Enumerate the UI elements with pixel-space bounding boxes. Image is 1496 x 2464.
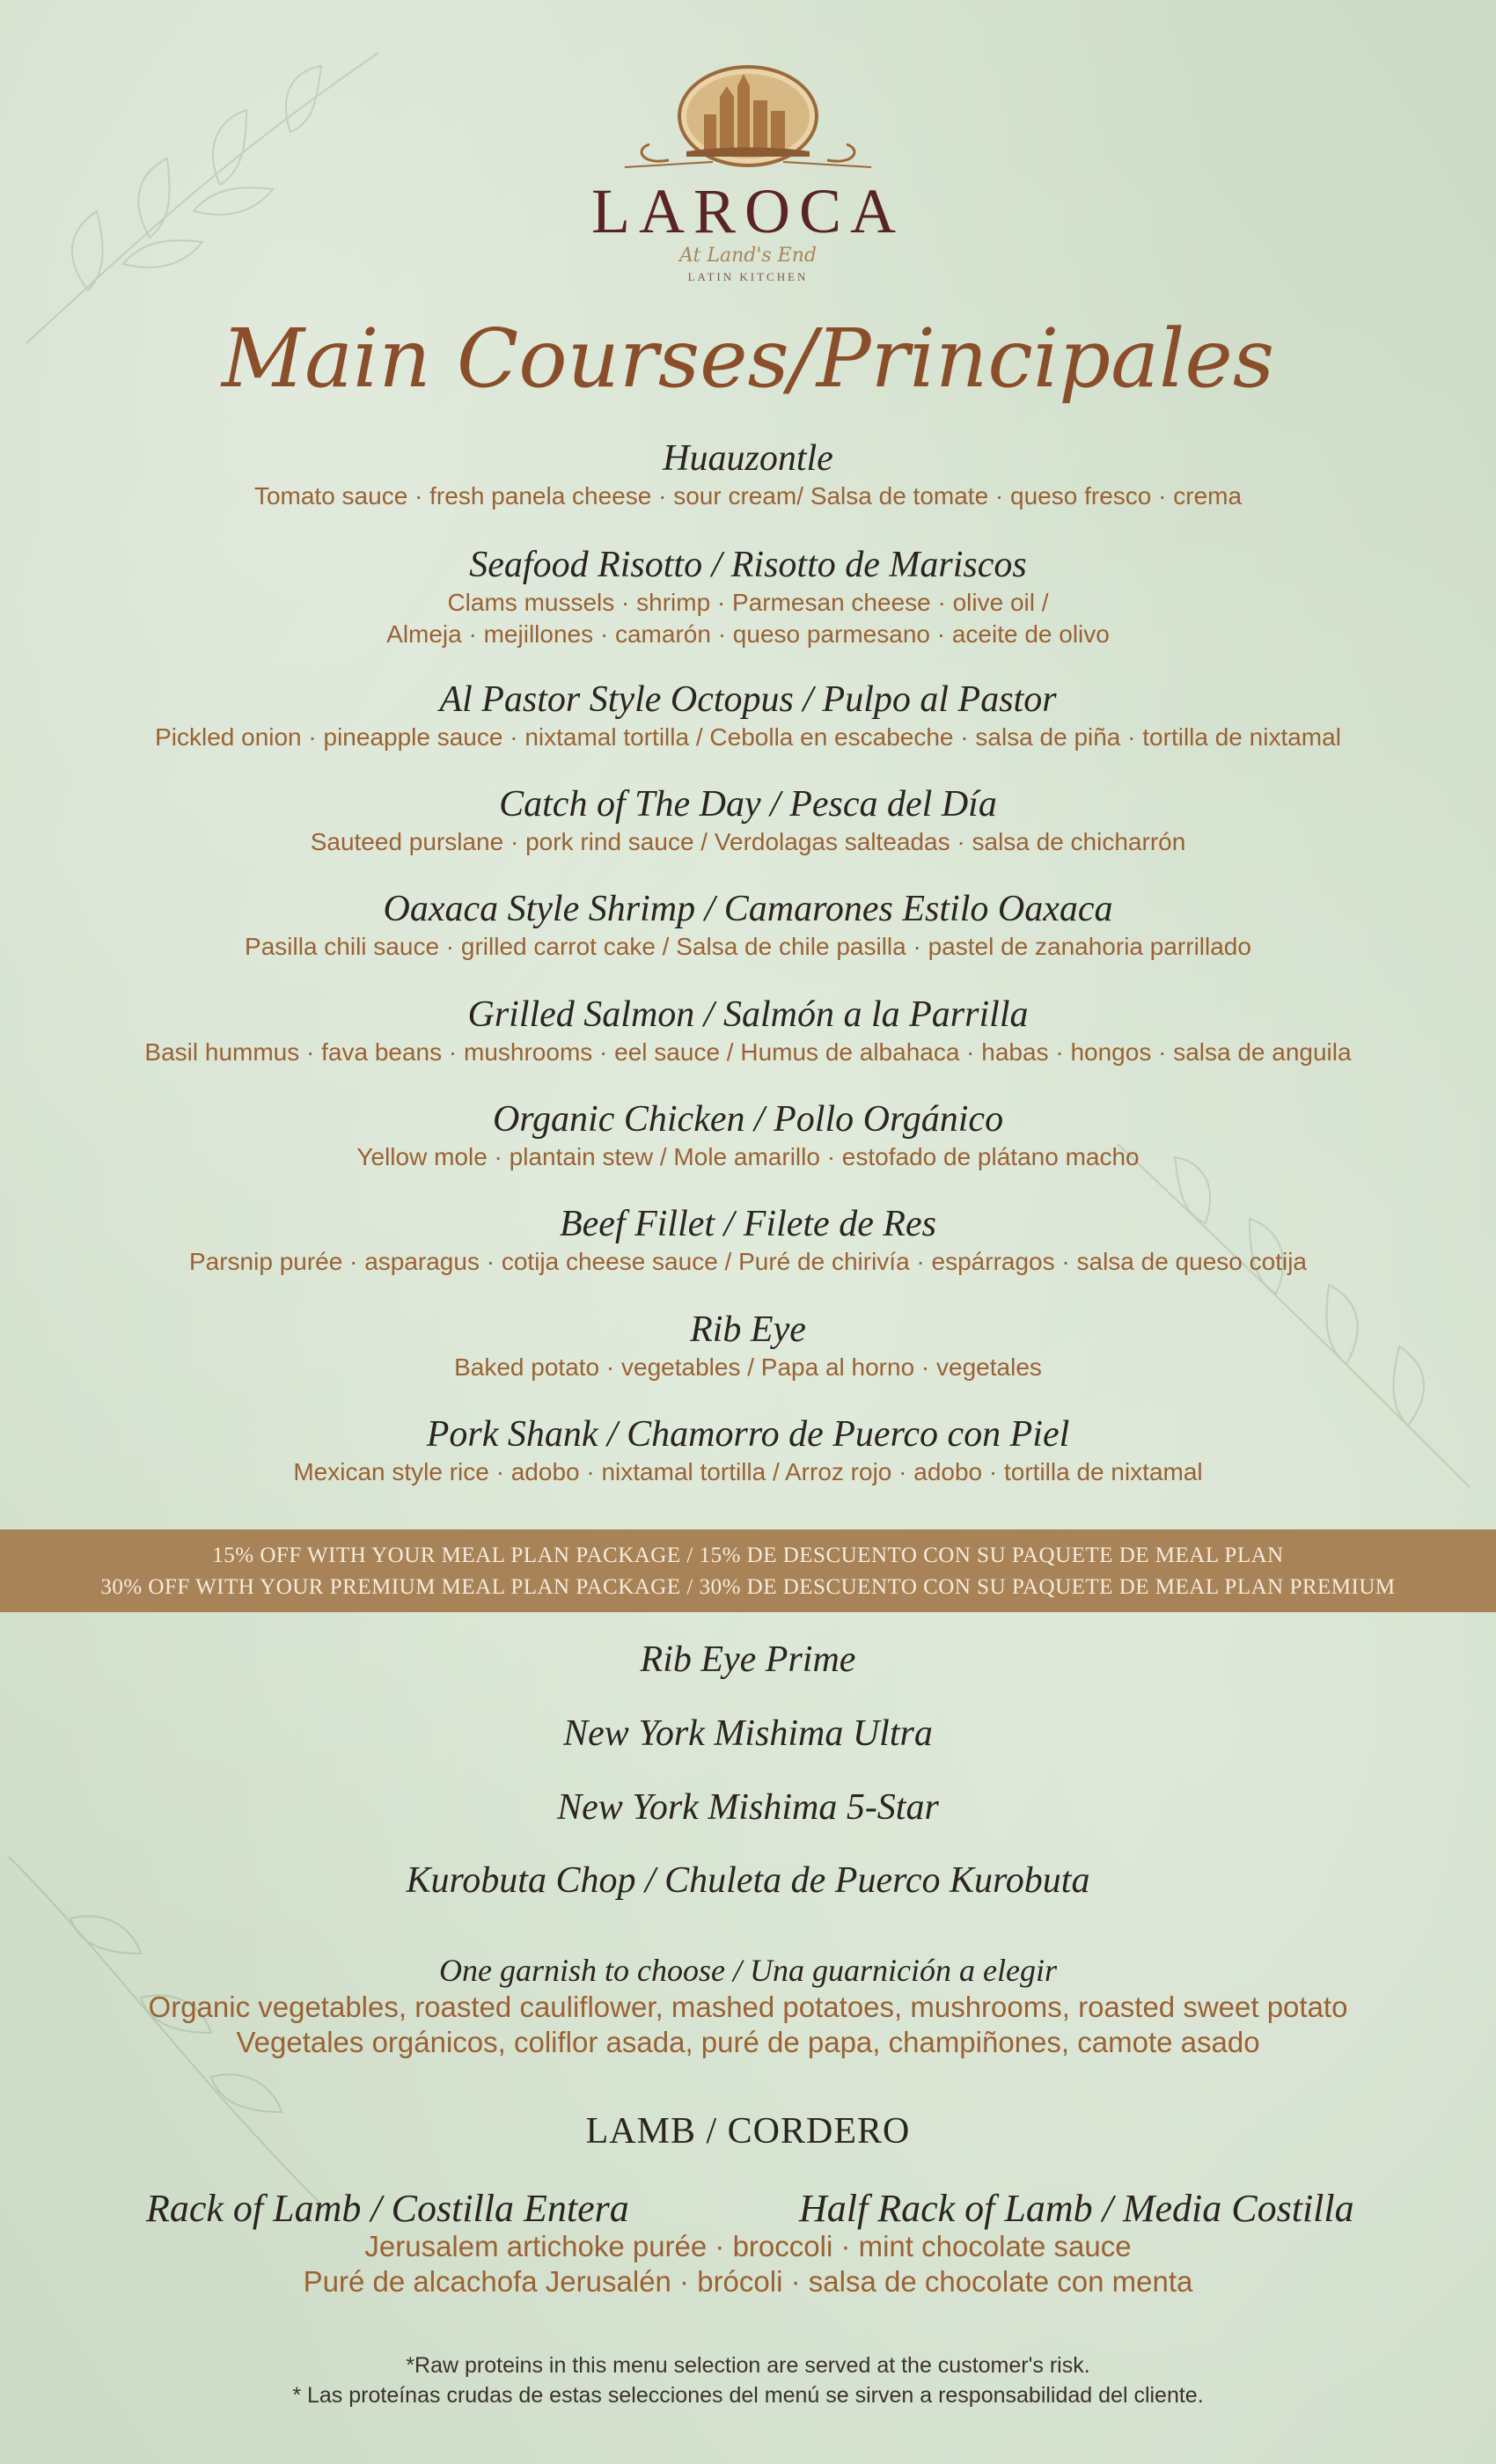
lamb-description-es: Puré de alcachofa Jerusalén · brócoli · salsa de chocolate con menta [303,2265,1193,2298]
dish-description: Mexican style rice · adobo · nixtamal tortilla / Arroz rojo · adobo · tortilla de nixtamal [293,1458,1203,1485]
lamb-half-rack: Half Rack of Lamb / Media Costilla [799,2187,1354,2230]
dish-item [0,543,1496,650]
premium-cut: New York Mishima Ultra [563,1713,933,1754]
dish-description: Tomato sauce · fresh panela cheese · sour cream/ Salsa de tomate · queso fresco · crema [253,482,1243,510]
premium-cut: New York Mishima 5-Star [557,1787,939,1828]
dish-name: Oaxaca Style Shrimp / Camarones Estilo Oaxaca [383,889,1113,929]
discount-line: 30% OFF WITH YOUR PREMIUM MEAL PLAN PACKAGE / 30% DE DESCUENTO CON SU PAQUETE DE MEAL PLAN PREMIUM [100,1575,1396,1599]
dish-item [0,887,1496,963]
dish-name: Catch of The Day / Pesca del Día [499,784,997,825]
dish-description: Yellow mole · plantain stew / Mole amarillo · estofado de plátano macho [356,1143,1140,1170]
dish-item [0,678,1496,753]
dish-description: Pasilla chili sauce · grilled carrot cake / Salsa de chile pasilla · pastel de zanahoria parrillado [245,933,1251,960]
dish-description: Pickled onion · pineapple sauce · nixtamal tortilla / Cebolla en escabeche · salsa de piña · tortilla de nixtamal [155,723,1341,751]
dish-name: Beef Fillet / Filete de Res [560,1204,936,1244]
page-title: Main Courses/Principales [221,312,1275,406]
castle-emblem-icon [607,62,889,176]
lamb-heading: LAMB / CORDERO [585,2111,911,2152]
lamb-rack: Rack of Lamb / Costilla Entera [146,2187,629,2230]
brand-tagline: At Land's End [679,245,817,267]
dish-name: Huauzontle [663,438,833,479]
garnish-title: One garnish to choose / Una guarnición a elegir [439,1953,1057,1988]
dish-description: Clams mussels · shrimp · Parmesan cheese · olive oil / [447,589,1049,616]
dish-description: Basil hummus · fava beans · mushrooms · eel sauce / Humus de albahaca · habas · hongos · salsa de anguila [144,1038,1352,1066]
dish-item [0,1097,1496,1173]
raw-protein-disclaimer-en: *Raw proteins in this menu selection are served at the customer's risk. [406,2353,1090,2378]
dish-description: Baked potato · vegetables / Papa al horno · vegetales [454,1353,1042,1381]
dish-item [0,993,1496,1068]
dish-item [0,1412,1496,1488]
dish-item [0,782,1496,858]
garnish-options-en: Organic vegetables, roasted cauliflower, mashed potatoes, mushrooms, roasted sweet potato [148,1991,1348,2023]
restaurant-logo [0,62,1496,284]
dish-description: Sauteed purslane · pork rind sauce / Verdolagas salteadas · salsa de chicharrón [310,828,1186,855]
brand-kind: LATIN KITCHEN [687,270,809,283]
dish-item [0,1202,1496,1278]
dish-name: Seafood Risotto / Risotto de Mariscos [469,545,1027,585]
brand-name: LAROCA [590,176,905,246]
dish-name: Organic Chicken / Pollo Orgánico [492,1099,1004,1140]
dish-name: Rib Eye [690,1309,806,1350]
dish-description: Almeja · mejillones · camarón · queso parmesano · aceite de olivo [386,620,1110,648]
discount-line: 15% OFF WITH YOUR MEAL PLAN PACKAGE / 15% DE DESCUENTO CON SU PAQUETE DE MEAL PLAN [212,1544,1284,1567]
raw-protein-disclaimer-es: * Las proteínas crudas de estas selecciones del menú se sirven a responsabilidad del cliente. [292,2383,1204,2408]
dish-item [0,436,1496,512]
dish-description: Parsnip purée · asparagus · cotija cheese sauce / Puré de chirivía · espárragos · salsa de queso cotija [188,1248,1307,1275]
lamb-description-en: Jerusalem artichoke purée · broccoli · mint chocolate sauce [364,2230,1132,2262]
premium-cut: Rib Eye Prime [640,1639,856,1680]
premium-cut: Kurobuta Chop / Chuleta de Puerco Kurobuta [406,1860,1090,1901]
dish-name: Grilled Salmon / Salmón a la Parrilla [467,994,1029,1035]
garnish-options-es: Vegetales orgánicos, coliflor asada, puré de papa, champiñones, camote asado [236,2026,1260,2058]
dish-name: Pork Shank / Chamorro de Puerco con Piel [426,1414,1070,1455]
discount-banner [0,1529,1496,1612]
dish-name: Al Pastor Style Octopus / Pulpo al Pastor [439,679,1057,720]
dish-item [0,1308,1496,1383]
